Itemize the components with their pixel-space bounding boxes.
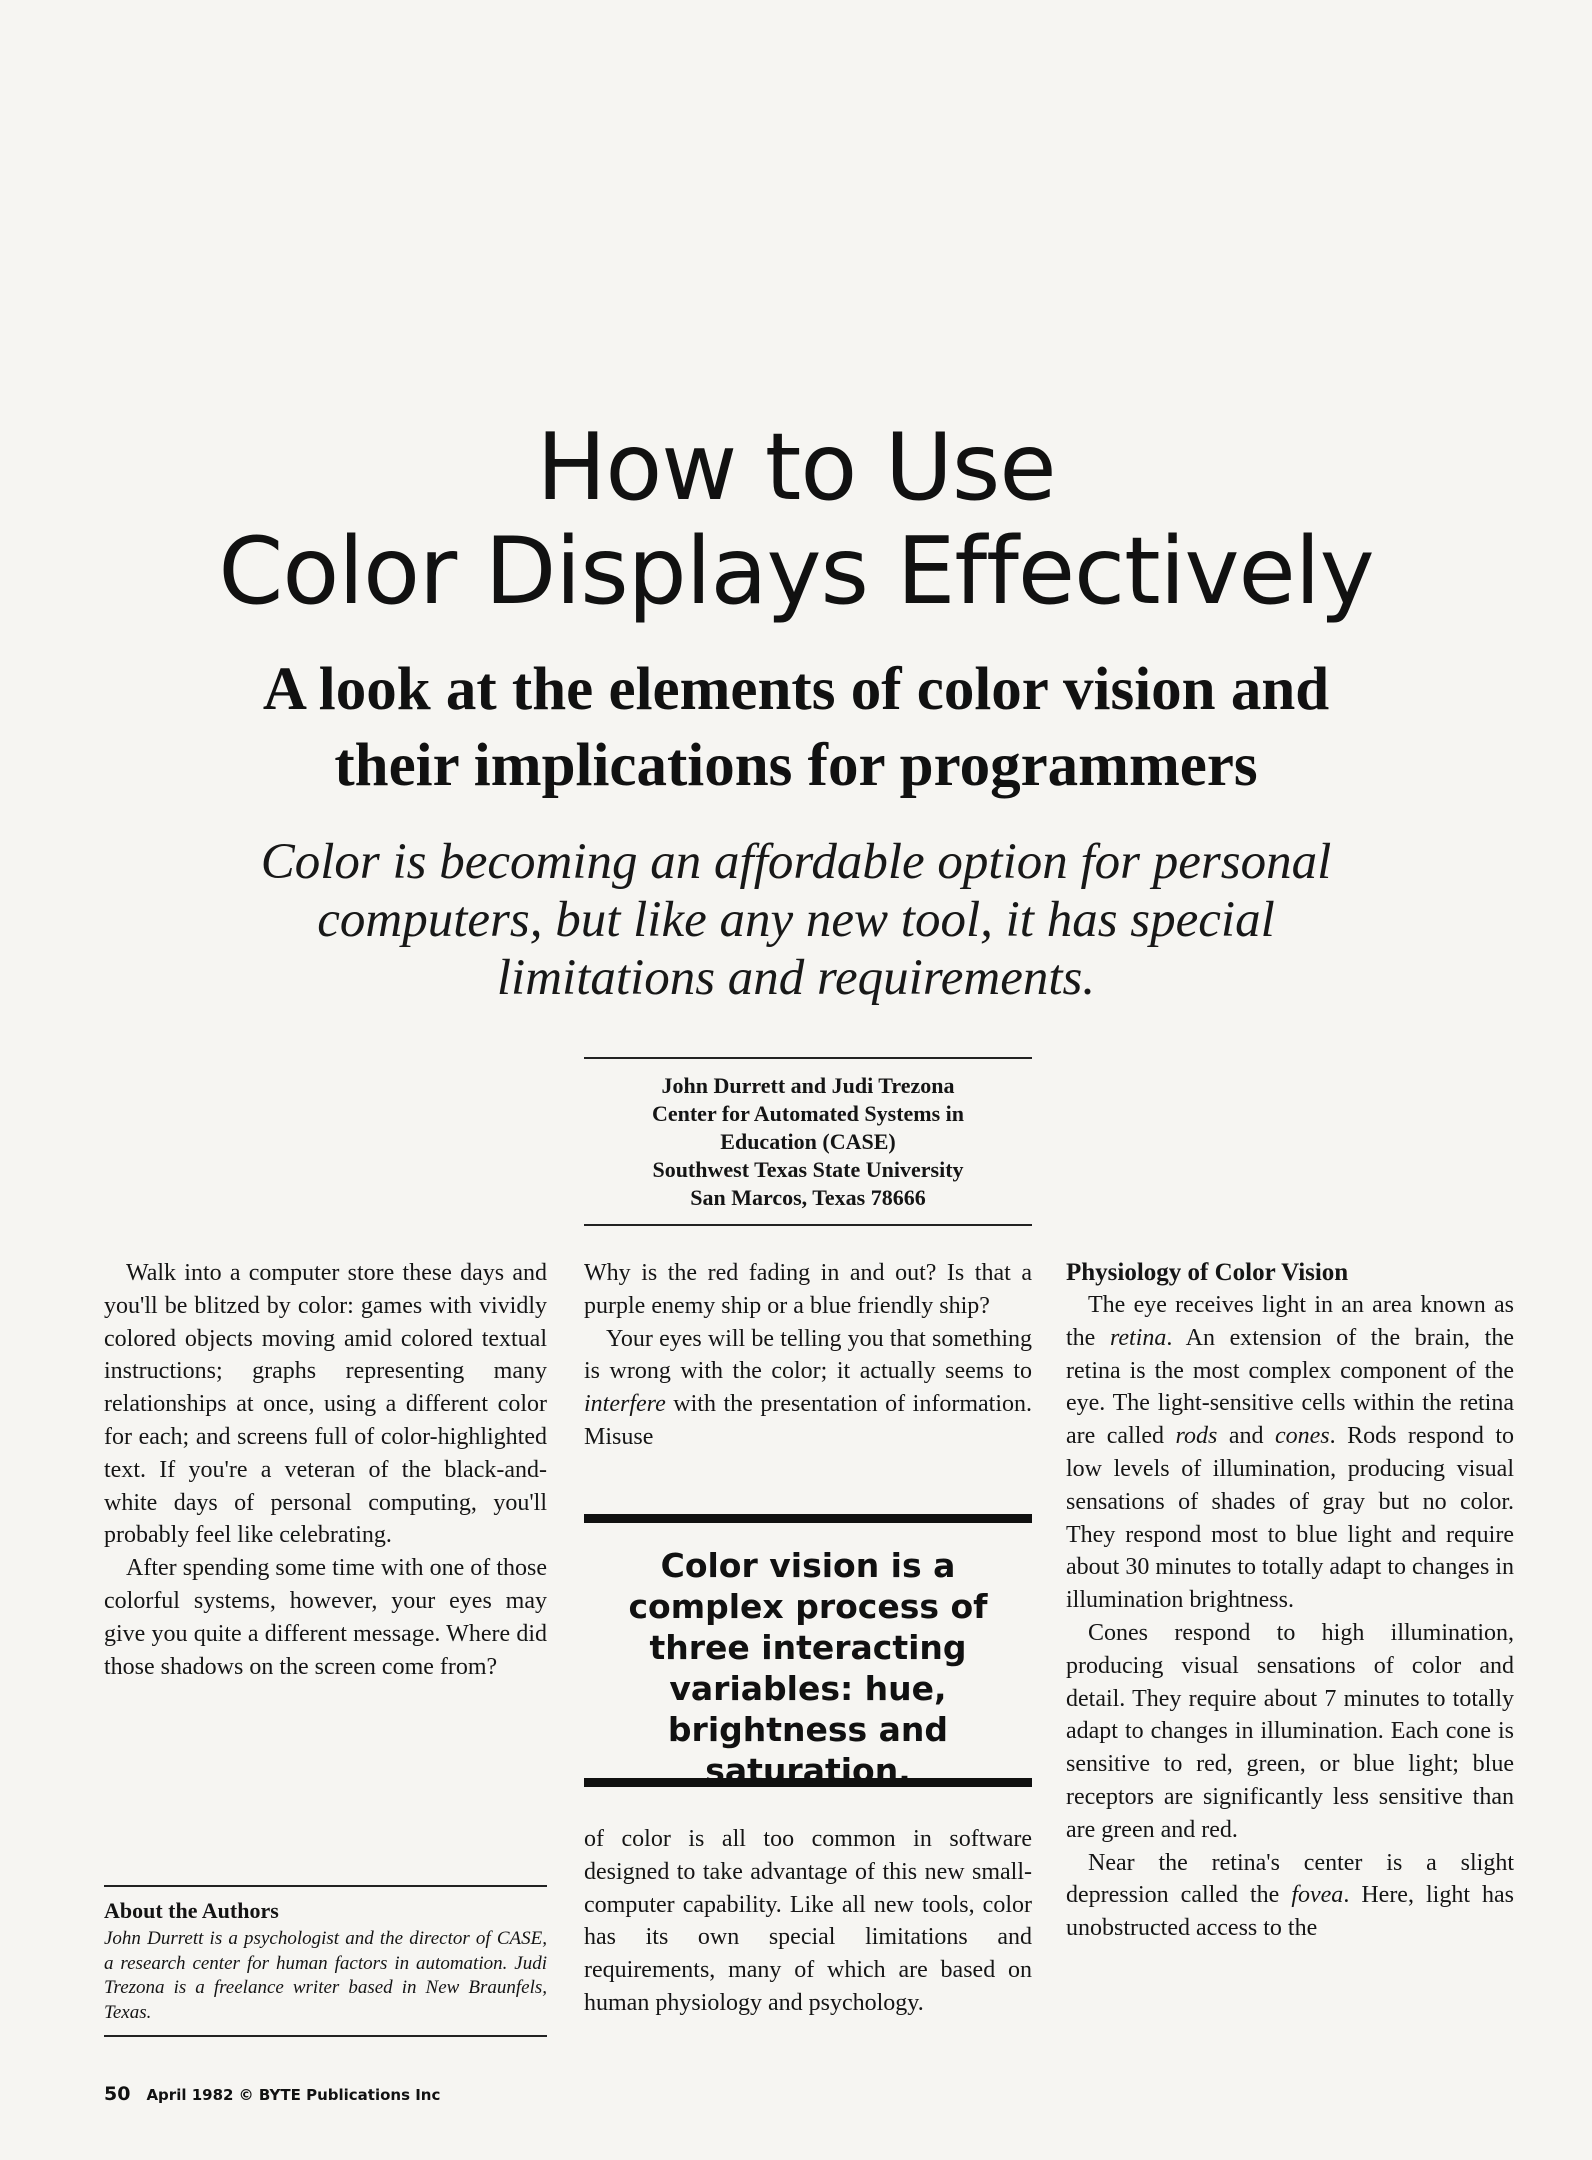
pull-quote-line: Color vision is a bbox=[660, 1546, 956, 1585]
issue-info: April 1982 © BYTE Publications Inc bbox=[146, 2086, 441, 2104]
text-run: and bbox=[1217, 1423, 1275, 1450]
authors-text: John Durrett is a psychologist and the director of CASE, a research center for human factors in automation. Judi Trezona is a freelance writer based in New Braunfels, Texas. bbox=[104, 1928, 547, 2023]
byline-authors: John Durrett and Judi Trezona bbox=[661, 1073, 955, 1098]
pull-quote-text bbox=[584, 1545, 1032, 1791]
text-run: . Rods respond to low levels of illumination, producing visual sensations of shades of gray but no color. They respond most to blue light and require about 30 minutes to totally adapt to changes in illumination brightness. bbox=[1066, 1423, 1515, 1614]
emphasis: interfere bbox=[584, 1391, 666, 1418]
pull-quote-line: three interacting bbox=[649, 1628, 967, 1667]
about-the-authors-box bbox=[104, 1885, 547, 2037]
paragraph bbox=[584, 1323, 1032, 1454]
paragraph: Walk into a computer store these days and you'll be blitzed by color: games with vividly colored objects moving amid colored textual instructions; graphs representing many relationships at once, using a different color for each; and screens full of color-highlighted text. If you're a veteran of the black-and-white days of personal computing, you'll probably feel like celebrating. bbox=[104, 1260, 547, 1549]
deck-line: computers, but like any new tool, it has special bbox=[317, 892, 1275, 948]
text-run: . An extension of the brain, the retina is the most complex component of the eye. The light-sensitive cells within the retina are called bbox=[1066, 1324, 1514, 1450]
byline-university: Southwest Texas State University bbox=[652, 1157, 964, 1182]
emphasis: retina bbox=[1109, 1324, 1167, 1351]
article-subtitle bbox=[0, 652, 1592, 804]
pull-quote-line: saturation. bbox=[705, 1751, 911, 1790]
emphasis: cones bbox=[1274, 1423, 1330, 1450]
emphasis: fovea bbox=[1291, 1882, 1344, 1909]
article-deck bbox=[0, 833, 1592, 1007]
emphasis: rods bbox=[1175, 1423, 1218, 1450]
byline-org: Education (CASE) bbox=[720, 1129, 896, 1154]
paragraph bbox=[1066, 1847, 1514, 1945]
pull-quote-line: variables: hue, bbox=[669, 1669, 947, 1708]
column-2-continued bbox=[584, 1823, 1032, 2020]
pull-quote bbox=[584, 1514, 1032, 1790]
section-heading: Physiology of Color Vision bbox=[1066, 1259, 1349, 1286]
column-1 bbox=[104, 1257, 547, 1683]
byline-org: Center for Automated Systems in bbox=[651, 1101, 965, 1126]
pull-quote-line: complex process of bbox=[628, 1587, 988, 1626]
text-run: . Here, light has unobstructed access to the bbox=[1066, 1882, 1515, 1942]
byline bbox=[584, 1057, 1032, 1226]
byline-address: San Marcos, Texas 78666 bbox=[690, 1185, 926, 1210]
text-run: The eye receives light in an area known as the bbox=[1066, 1292, 1514, 1351]
page-footer bbox=[104, 2083, 440, 2105]
paragraph: After spending some time with one of those colorful systems, however, your eyes may give you quite a different message. Where did those shadows on the screen come from? bbox=[104, 1555, 547, 1680]
paragraph: of color is all too common in software designed to take advantage of this new small-computer capability. Like all new tools, color has its own special limitations and requirements, many of which are based on human physiology and psychology. bbox=[584, 1826, 1032, 2016]
article-title bbox=[0, 415, 1592, 623]
deck-line: limitations and requirements. bbox=[496, 950, 1096, 1006]
page-number: 50 bbox=[104, 2083, 131, 2105]
column-3 bbox=[1066, 1257, 1514, 1945]
column-2 bbox=[584, 1257, 1032, 1454]
paragraph: Why is the red fading in and out? Is that a purple enemy ship or a blue friendly ship? bbox=[584, 1260, 1032, 1319]
deck-line: Color is becoming an affordable option for personal bbox=[260, 834, 1332, 890]
paragraph bbox=[1066, 1289, 1514, 1617]
text-run: with the presentation of information. Misuse bbox=[584, 1391, 1032, 1450]
title-line: Color Displays Effectively bbox=[218, 517, 1374, 625]
paragraph: Cones respond to high illumination, producing visual sensations of color and detail. They require about 7 minutes to totally adapt to changes in illumination. Each cone is sensitive to red, green, or blue light; blue receptors are significantly less sensitive than are green and red. bbox=[1066, 1619, 1514, 1843]
title-line: How to Use bbox=[536, 413, 1056, 521]
subtitle-line: A look at the elements of color vision and bbox=[262, 656, 1330, 723]
authors-heading: About the Authors bbox=[104, 1898, 279, 1923]
pull-quote-line: brightness and bbox=[667, 1710, 949, 1749]
text-run: Near the retina's center is a slight depression called the bbox=[1066, 1849, 1514, 1909]
text-run: Your eyes will be telling you that something is wrong with the color; it actually seems to bbox=[584, 1325, 1032, 1385]
subtitle-line: their implications for programmers bbox=[334, 732, 1258, 799]
